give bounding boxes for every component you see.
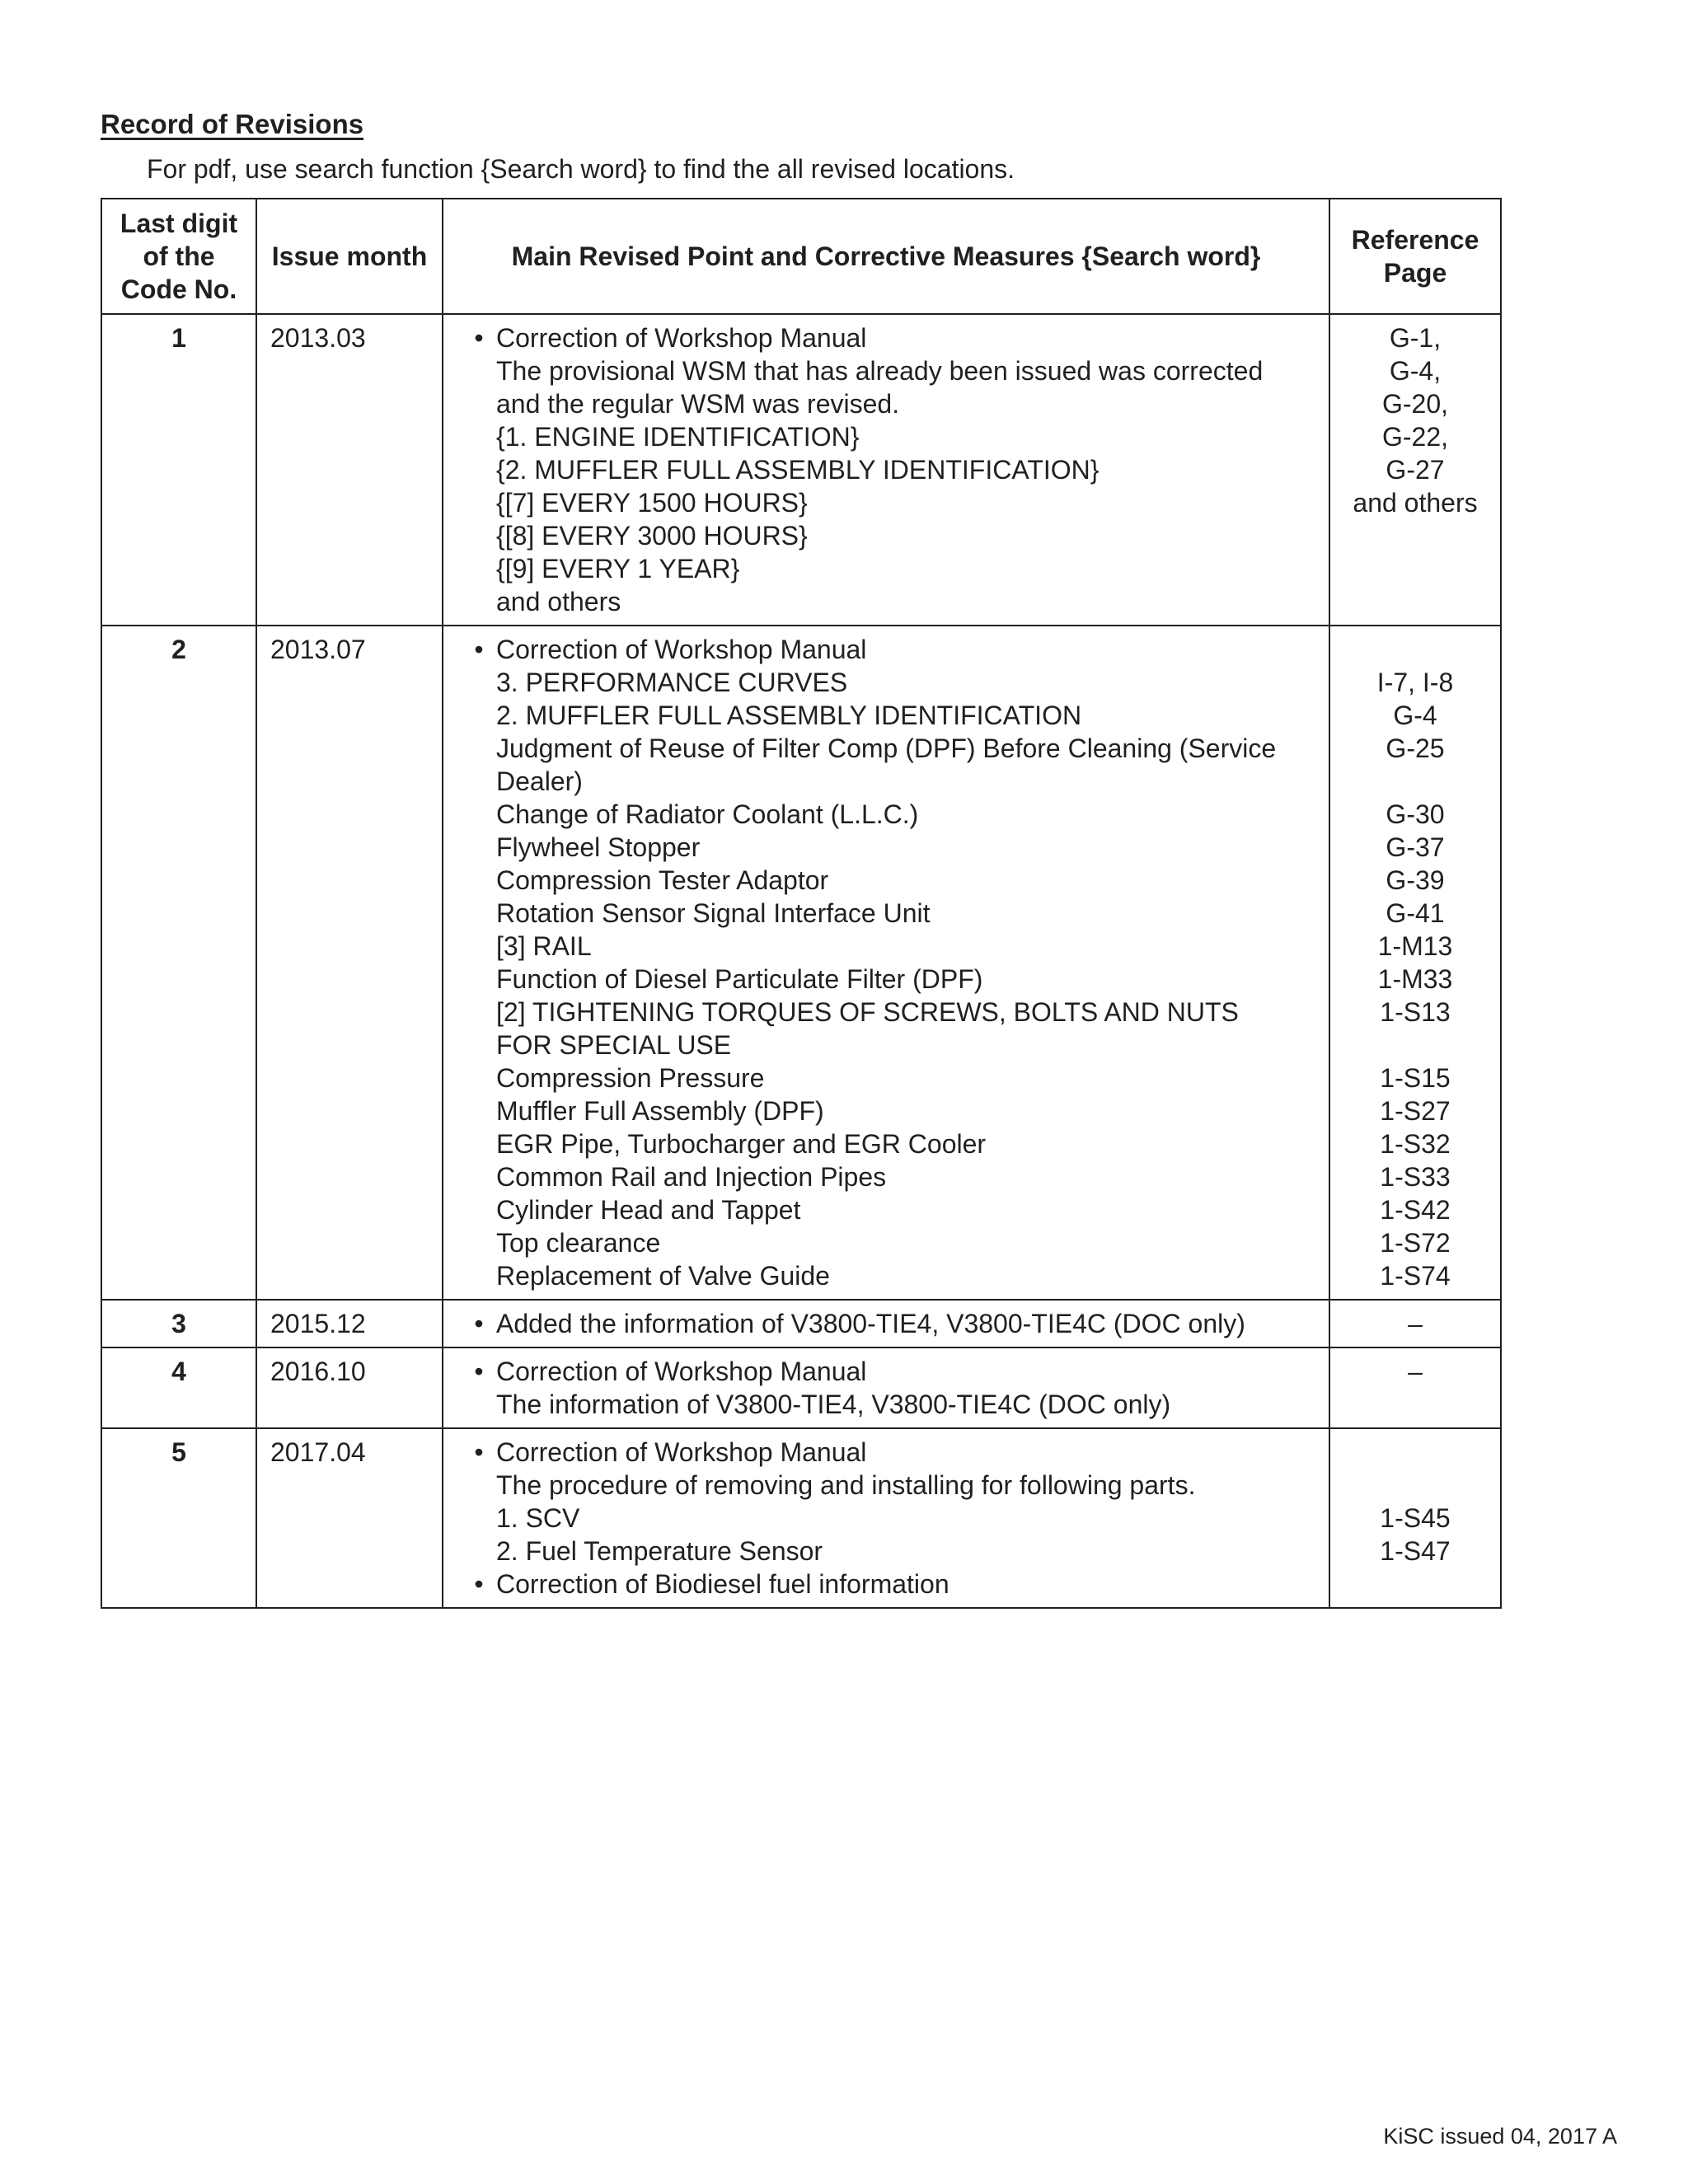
reference-page-line <box>1330 1029 1500 1062</box>
bullet-icon: • <box>474 1357 484 1386</box>
footer-issue-note: KiSC issued 04, 2017 A <box>1383 2124 1617 2149</box>
revision-text-line: Added the information of V3800-TIE4, V3800-TIE4C (DOC only) <box>496 1309 1245 1338</box>
reference-page-line: 1-S74 <box>1380 1261 1451 1291</box>
reference-page-line: G-25 <box>1386 733 1445 763</box>
reference-page-line: 1-S13 <box>1380 997 1451 1027</box>
header-issue-month: Issue month <box>256 199 443 314</box>
issue-month-cell: 2013.03 <box>256 314 443 626</box>
intro-text: For pdf, use search function {Search word} to find the all revised locations. <box>147 154 1015 184</box>
revision-text-line: 2. MUFFLER FULL ASSEMBLY IDENTIFICATION <box>496 701 1082 730</box>
reference-page-line: 1-M13 <box>1377 931 1453 961</box>
reference-page-line: 1-S33 <box>1380 1162 1451 1192</box>
code-digit-cell: 3 <box>101 1300 256 1347</box>
header-code-digit: Last digit of the Code No. <box>101 199 256 314</box>
revision-text-line: The procedure of removing and installing for following parts. <box>496 1470 1196 1500</box>
reference-page-line: 1-S42 <box>1380 1195 1451 1225</box>
reference-page-line: G-37 <box>1386 832 1445 862</box>
revision-bullet-item <box>467 1436 1320 1568</box>
revision-text-line: Correction of Workshop Manual <box>496 323 867 353</box>
reference-page-line: G-4 <box>1393 701 1437 730</box>
revisions-table <box>101 198 1502 1609</box>
reference-page-line <box>1330 633 1500 666</box>
issue-month-cell: 2016.10 <box>256 1347 443 1428</box>
table-header-row <box>101 199 1501 314</box>
reference-page-line: G-20, <box>1381 389 1449 419</box>
revision-text-line: and the regular WSM was revised. <box>496 389 900 419</box>
revision-text-line: 2. Fuel Temperature Sensor <box>496 1536 823 1566</box>
revision-bullet-item <box>467 321 1320 618</box>
code-digit-cell: 1 <box>101 314 256 626</box>
reference-page-line: 1-S72 <box>1380 1228 1451 1258</box>
reference-page-cell <box>1329 314 1501 626</box>
revision-text-line: and others <box>496 587 621 616</box>
reference-page-line: G-27 <box>1386 455 1445 485</box>
revision-text-line: 3. PERFORMANCE CURVES <box>496 668 848 697</box>
revision-text-line: [2] TIGHTENING TORQUES OF SCREWS, BOLTS AND NUTS <box>496 997 1239 1027</box>
revision-text-line: Compression Pressure <box>496 1063 765 1093</box>
revision-text-line: Change of Radiator Coolant (L.L.C.) <box>496 799 919 829</box>
header-reference-page: Reference Page <box>1329 199 1501 314</box>
revision-text-line: FOR SPECIAL USE <box>496 1030 732 1060</box>
revision-text-line: {[9] EVERY 1 YEAR} <box>496 554 740 583</box>
issue-month-cell: 2017.04 <box>256 1428 443 1608</box>
issue-month-cell: 2015.12 <box>256 1300 443 1347</box>
reference-page-line: 1-S32 <box>1380 1129 1451 1159</box>
revision-text-line: Muffler Full Assembly (DPF) <box>496 1096 824 1126</box>
revision-text-line: Judgment of Reuse of Filter Comp (DPF) Before Cleaning (Service <box>496 733 1277 763</box>
bullet-icon: • <box>474 323 484 353</box>
table-row <box>101 1428 1501 1608</box>
reference-page-line <box>1330 1436 1500 1469</box>
reference-page-cell <box>1329 1300 1501 1347</box>
revision-text-line: Correction of Workshop Manual <box>496 1437 867 1467</box>
bullet-icon: • <box>474 1437 484 1467</box>
reference-page-line: G-30 <box>1386 799 1445 829</box>
table-row <box>101 1347 1501 1428</box>
reference-page-line: G-39 <box>1386 865 1445 895</box>
reference-page-line: and others <box>1353 488 1478 518</box>
revision-text-line: Cylinder Head and Tappet <box>496 1195 801 1225</box>
revision-text-line: The information of V3800-TIE4, V3800-TIE4C (DOC only) <box>496 1390 1171 1419</box>
revisions-table-body <box>101 314 1501 1608</box>
revision-text-line: EGR Pipe, Turbocharger and EGR Cooler <box>496 1129 987 1159</box>
table-row <box>101 626 1501 1300</box>
revision-text-line: Correction of Biodiesel fuel information <box>496 1569 950 1599</box>
reference-page-line <box>1330 765 1500 798</box>
reference-page-line: 1-S45 <box>1380 1503 1451 1533</box>
table-row <box>101 1300 1501 1347</box>
revision-text-line: Rotation Sensor Signal Interface Unit <box>496 898 931 928</box>
revision-text-line: [3] RAIL <box>496 931 592 961</box>
reference-page-cell <box>1329 626 1501 1300</box>
revision-text-line: The provisional WSM that has already been issued was corrected <box>496 356 1264 386</box>
revised-points-cell <box>443 1300 1329 1347</box>
revision-bullet-item <box>467 1307 1320 1340</box>
revision-text-line: Flywheel Stopper <box>496 832 701 862</box>
revision-text-line: {[8] EVERY 3000 HOURS} <box>496 521 808 551</box>
revision-bullet-item <box>467 633 1320 1292</box>
bullet-icon: • <box>474 635 484 664</box>
bullet-icon: • <box>474 1569 484 1599</box>
revision-text-line: {1. ENGINE IDENTIFICATION} <box>496 422 860 452</box>
reference-page-cell <box>1329 1428 1501 1608</box>
revision-text-line: 1. SCV <box>496 1503 580 1533</box>
revision-text-line: Compression Tester Adaptor <box>496 865 829 895</box>
reference-page-line: 1-S27 <box>1380 1096 1451 1126</box>
revision-bullet-item <box>467 1568 1320 1601</box>
revised-points-cell <box>443 1347 1329 1428</box>
reference-page-line: G-22, <box>1381 422 1449 452</box>
bullet-icon: • <box>474 1309 484 1338</box>
reference-page-line: 1-M33 <box>1377 964 1453 994</box>
revision-text-line: Common Rail and Injection Pipes <box>496 1162 887 1192</box>
reference-page-line: – <box>1408 1309 1423 1338</box>
revised-points-cell <box>443 314 1329 626</box>
reference-page-line: G-4, <box>1389 356 1442 386</box>
table-row <box>101 314 1501 626</box>
reference-page-line: – <box>1408 1357 1423 1386</box>
revision-text-line: Correction of Workshop Manual <box>496 635 867 664</box>
reference-page-line <box>1330 1469 1500 1502</box>
code-digit-cell: 2 <box>101 626 256 1300</box>
code-digit-cell: 5 <box>101 1428 256 1608</box>
revised-points-cell <box>443 626 1329 1300</box>
revision-text-line: Dealer) <box>496 766 583 796</box>
reference-page-cell <box>1329 1347 1501 1428</box>
reference-page-line: G-1, <box>1389 323 1442 353</box>
page-title: Record of Revisions <box>101 109 364 139</box>
reference-page-line: G-41 <box>1386 898 1445 928</box>
revision-text-line: Function of Diesel Particulate Filter (DPF) <box>496 964 983 994</box>
revision-text-line: {[7] EVERY 1500 HOURS} <box>496 488 808 518</box>
revision-text-line: Correction of Workshop Manual <box>496 1357 867 1386</box>
reference-page-line: 1-S47 <box>1380 1536 1451 1566</box>
revision-text-line: {2. MUFFLER FULL ASSEMBLY IDENTIFICATION} <box>496 455 1100 485</box>
revision-text-line: Replacement of Valve Guide <box>496 1261 830 1291</box>
revision-bullet-item <box>467 1355 1320 1421</box>
header-main-revised-point: Main Revised Point and Corrective Measures {Search word} <box>443 199 1329 314</box>
code-digit-cell: 4 <box>101 1347 256 1428</box>
reference-page-line: 1-S15 <box>1380 1063 1451 1093</box>
revision-text-line: Top clearance <box>496 1228 661 1258</box>
issue-month-cell: 2013.07 <box>256 626 443 1300</box>
revised-points-cell <box>443 1428 1329 1608</box>
reference-page-line: I-7, I-8 <box>1376 668 1454 697</box>
